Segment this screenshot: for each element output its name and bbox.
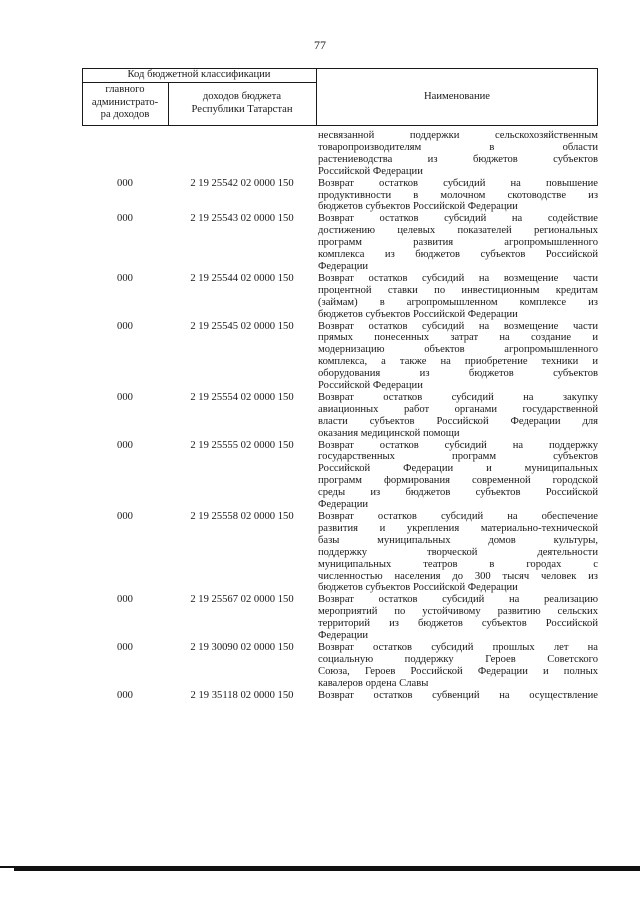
page-number: 77 [314, 38, 326, 52]
budget-code-cell: 2 19 30090 02 0000 150 [190, 641, 294, 653]
admin-code-cell: 000 [117, 641, 133, 653]
name-line: достижению целевых показателей региональных [318, 225, 598, 237]
budget-code-cell: 2 19 25558 02 0000 150 [190, 511, 294, 522]
name-line: Возврат остатков субсидий на реализацию [318, 594, 598, 606]
name-line: авиационных работ органами государственной [318, 403, 598, 415]
name-line: (займам) в агропромышленном комплексе из [318, 296, 598, 308]
admin-code-cell: 000 [117, 439, 133, 451]
table-row [82, 178, 598, 214]
name-line: Возврат остатков субсидий на обеспечение [318, 511, 598, 522]
scan-bottom-bar [14, 866, 640, 871]
budget-code-cell: 2 19 25555 02 0000 150 [190, 439, 294, 451]
table-row [82, 511, 598, 594]
name-line: процентной ставки по инвестиционным кредитам [318, 284, 598, 296]
name-line: несвязанной поддержки сельскохозяйственным [318, 130, 598, 141]
name-line: модернизацию объектов агропромышленного [318, 344, 598, 356]
name-line: программ формирования современной городской [318, 475, 598, 487]
name-line: Возврат остатков субсидий на повышение [318, 177, 598, 189]
name-line: бюджетов субъектов Российской Федерации [318, 201, 518, 213]
header-divider-group [82, 82, 316, 83]
admin-code-cell: 000 [117, 689, 133, 701]
admin-code-cell [82, 130, 168, 178]
name-line: кавалеров ордена Славы [318, 677, 429, 689]
table-body [82, 130, 598, 702]
budget-code-cell: 2 19 25567 02 0000 150 [190, 594, 294, 606]
name-line: Российской Федерации [318, 380, 423, 392]
name-line: бюджетов субъектов Российской Федерации [318, 308, 518, 320]
name-cell [316, 213, 598, 273]
name-line: Возврат остатков субсидий прошлых лет на [318, 641, 598, 653]
name-line: среды из бюджетов субъектов Российской [318, 487, 598, 499]
name-line: власти субъектов Российской Федерации для [318, 415, 598, 427]
name-line: социальную поддержку Героев Советского [318, 653, 598, 665]
name-line: бюджетов субъектов Российской Федерации [318, 582, 518, 594]
name-cell [316, 178, 598, 214]
admin-code-cell: 000 [117, 320, 133, 332]
table-header [82, 68, 598, 126]
table-row [82, 392, 598, 440]
header-col-admin-line: ра доходов [100, 109, 150, 120]
header-col-code-line: доходов бюджета [202, 91, 282, 102]
name-line: продуктивности в молочном скотоводстве из [318, 189, 598, 201]
name-line: оборудования из бюджетов субъектов [318, 368, 598, 380]
budget-code-cell [168, 130, 316, 178]
name-line: товаропроизводителям в области [318, 141, 598, 153]
name-line: Возврат остатков субсидий на возмещение части [318, 272, 598, 284]
name-line: поддержку творческой деятельности [318, 546, 598, 558]
name-cell [316, 273, 598, 321]
name-line: прямых понесенных затрат на создание и [318, 332, 598, 344]
admin-code-cell: 000 [117, 272, 133, 284]
table-row [82, 273, 598, 321]
name-line: Возврат остатков субсидий на содействие [318, 213, 598, 225]
name-line: мероприятий по устойчивому развитию сельских [318, 606, 598, 618]
name-line: Возврат остатков субвенций на осуществление [318, 689, 598, 701]
table-row [82, 440, 598, 511]
table-row [82, 690, 598, 702]
name-line: территорий из бюджетов субъектов Российской [318, 618, 598, 630]
budget-code-cell: 2 19 25554 02 0000 150 [190, 391, 294, 403]
name-line: Федерации [318, 499, 369, 511]
name-line: Возврат остатков субсидий на возмещение части [318, 320, 598, 332]
table-row [82, 642, 598, 690]
budget-code-cell: 2 19 25545 02 0000 150 [190, 320, 294, 332]
header-col-name: Наименование [424, 91, 490, 102]
table-row [82, 213, 598, 273]
name-line: Возврат остатков субсидий на закупку [318, 391, 598, 403]
header-col-admin [82, 84, 168, 122]
header-col-code-line: Республики Татарстан [191, 103, 293, 115]
name-line: Федерации [318, 630, 369, 642]
name-cell [316, 130, 598, 178]
table-row [82, 594, 598, 642]
admin-code-cell: 000 [117, 594, 133, 606]
budget-code-cell: 2 19 25542 02 0000 150 [190, 177, 294, 189]
header-col-admin-line: главного [105, 84, 145, 95]
name-line: программ развития агропромышленного [318, 237, 598, 249]
header-group-title: Код бюджетной классификации [127, 69, 271, 80]
name-cell [316, 392, 598, 440]
budget-code-cell: 2 19 25544 02 0000 150 [190, 272, 294, 284]
budget-code-cell: 2 19 25543 02 0000 150 [190, 213, 294, 225]
budget-code-cell: 2 19 35118 02 0000 150 [190, 689, 294, 701]
name-line: Федерации [318, 260, 369, 272]
name-cell [316, 690, 598, 702]
header-col-code [168, 91, 316, 116]
name-line: растениеводства из бюджетов субъектов [318, 153, 598, 165]
scan-edge-mark [0, 866, 14, 868]
header-border-bottom [82, 125, 598, 126]
name-line: численностью населения до 300 тысяч человек из [318, 570, 598, 582]
name-line: оказания медицинской помощи [318, 427, 460, 439]
name-line: Российской Федерации и муниципальных [318, 463, 598, 475]
name-line: Российской Федерации [318, 165, 423, 177]
admin-code-cell: 000 [117, 391, 133, 403]
name-line: комплекса из бюджетов субъектов Российской [318, 249, 598, 261]
admin-code-cell: 000 [117, 213, 133, 225]
name-cell [316, 321, 598, 392]
name-line: Союза, Героев Российской Федерации и полных [318, 665, 598, 677]
header-col-admin-line: администрато- [91, 96, 159, 108]
name-line: муниципальных театров в городах с [318, 558, 598, 570]
table-row [82, 130, 598, 178]
name-line: государственных программ субъектов [318, 451, 598, 463]
name-line: Возврат остатков субсидий на поддержку [318, 439, 598, 451]
name-cell [316, 511, 598, 594]
name-line: базы муниципальных домов культуры, [318, 534, 598, 546]
table-row [82, 321, 598, 392]
name-cell [316, 440, 598, 511]
admin-code-cell: 000 [117, 177, 133, 189]
name-line: комплекса, а также на приобретение техники и [318, 356, 598, 368]
name-cell [316, 642, 598, 690]
name-cell [316, 594, 598, 642]
name-line: развития и укрепления материально-технической [318, 522, 598, 534]
admin-code-cell: 000 [117, 511, 133, 522]
